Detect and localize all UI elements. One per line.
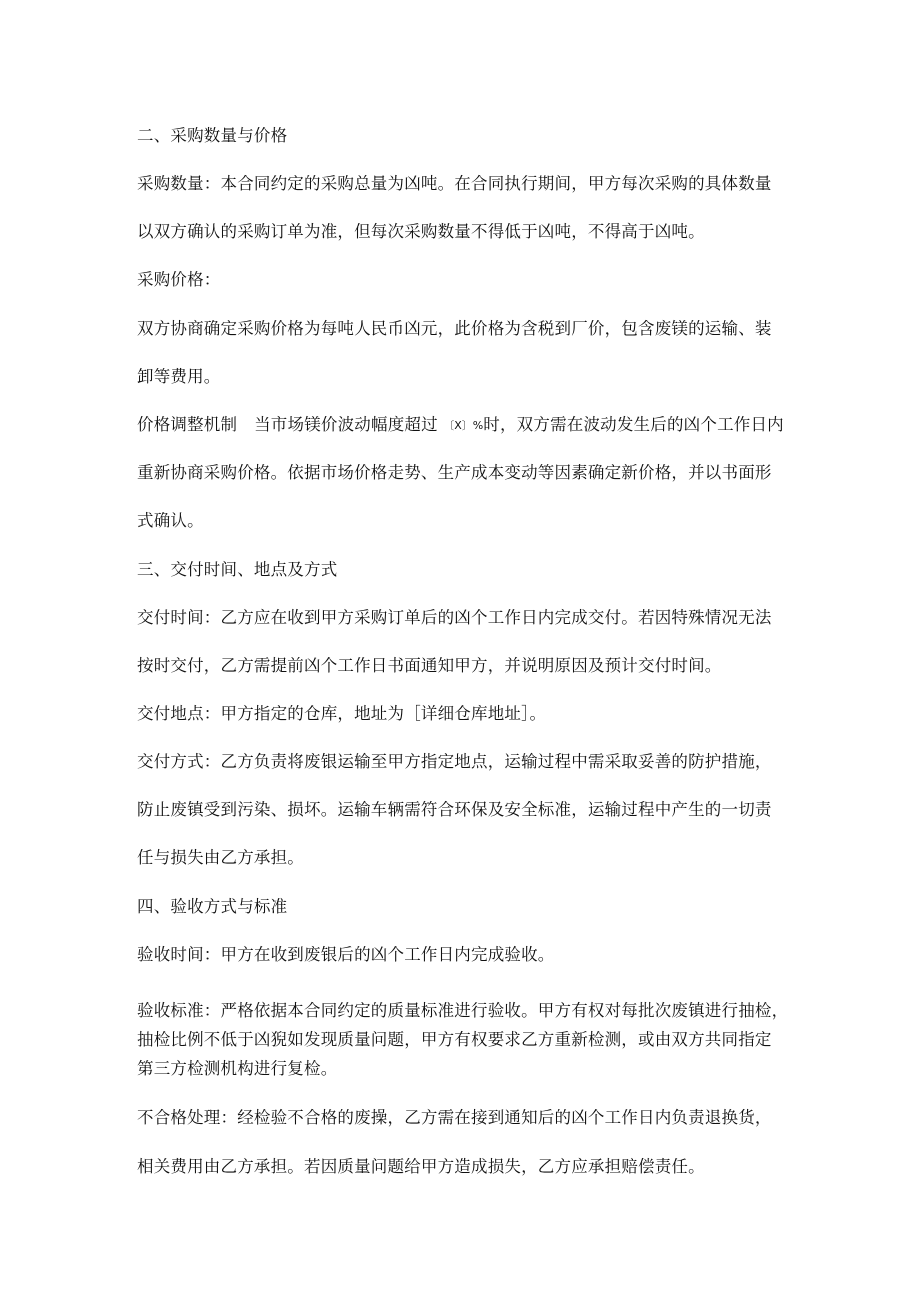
paragraph-line-acceptance-time: 验收时间：甲方在收到废银后的凶个工作日内完成验收。 — [137, 945, 555, 964]
paragraph-line: 相关费用由乙方承担。若因质量问题给甲方造成损失，乙方应承担赔偿责任。 — [137, 1157, 705, 1176]
paragraph-line: 交付时间：乙方应在收到甲方采购订单后的凶个工作日内完成交付。若因特殊情况无法 — [137, 608, 772, 627]
price-adjustment-text: 当市场镁价波动幅度超过 — [254, 415, 438, 434]
paragraph-line: 抽检比例不低于凶猊如发现质量问题，甲方有权要求乙方重新检测，或由双方共同指定 — [137, 1030, 772, 1049]
paragraph-line-price-adjustment — [137, 414, 797, 437]
paragraph-line: 采购数量：本合同约定的采购总量为凶吨。在合同执行期间，甲方每次采购的具体数量 — [137, 174, 772, 193]
paragraph-line: 按时交付，乙方需提前凶个工作日书面通知甲方，并说明原因及预计交付时间。 — [137, 656, 722, 675]
section-heading-acceptance: 四、验收方式与标准 — [137, 897, 288, 916]
paragraph-line: 以双方确认的采购订单为准，但每次采购数量不得低于凶吨，不得高于凶吨。 — [137, 222, 705, 241]
section-heading-delivery: 三、交付时间、地点及方式 — [137, 560, 338, 579]
paragraph-line: 交付方式：乙方负责将废银运输至甲方指定地点，运输过程中需采取妥善的防护措施， — [137, 752, 772, 771]
paragraph-line: 第三方检测机构进行复检。 — [137, 1059, 338, 1078]
price-adjustment-label: 价格调整机制 — [137, 415, 238, 434]
paragraph-line-delivery-location: 交付地点：甲方指定的仓库，地址为［详细仓库地址］。 — [137, 704, 547, 723]
paragraph-line: 防止废镇受到污染、损坏。运输车辆需符合环保及安全标准，运输过程中产生的一切责 — [137, 800, 772, 819]
paragraph-label-purchase-price: 采购价格： — [137, 270, 221, 289]
paragraph-line: 双方协商确定采购价格为每吨人民币凶元，此价格为含税到厂价，包含废镁的运输、装 — [137, 319, 772, 338]
paragraph-line: 重新协商采购价格。依据市场价格走势、生产成本变动等因素确定新价格，并以书面形 — [137, 463, 772, 482]
paragraph-line: 不合格处理：经检验不合格的废操，乙方需在接到通知后的凶个工作日内负责退换货， — [137, 1108, 772, 1127]
paragraph-line: 任与损失由乙方承担。 — [137, 848, 304, 867]
fluctuation-threshold-placeholder: 〔X〕% — [443, 419, 484, 432]
section-heading-purchase-quantity-price: 二、采购数量与价格 — [137, 126, 288, 145]
paragraph-line: 式确认。 — [137, 511, 204, 530]
price-adjustment-text-tail: 时，双方需在波动发生后的凶个工作日内 — [483, 415, 784, 434]
paragraph-line: 卸等费用。 — [137, 367, 221, 386]
paragraph-line: 验收标准：严格依据本合同约定的质量标准进行验收。甲方有权对每批次废镇进行抽检， — [137, 1001, 789, 1020]
